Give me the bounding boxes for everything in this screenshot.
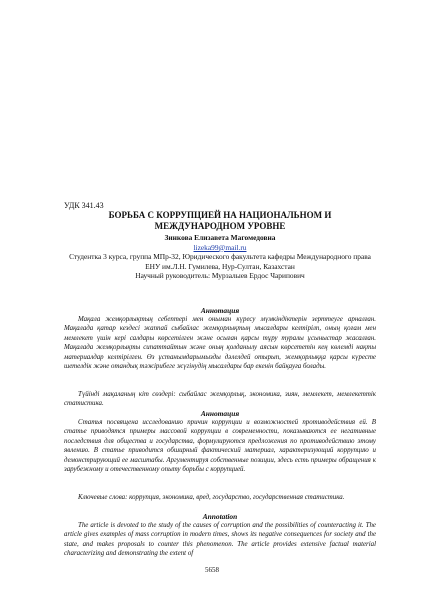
- kz-annotation-body: Мақала жемқорлықтың себептері мен оныман күресу мүмкіндіктерін зерттеуге арналған. Мақалада қатар кездесі жаппай сыбайлас жемқорлықтың мысалдары келтірілп, оның қоғам мен мемлекет үшін кері салдары көрсетілген және осыған қарсы тұру туралы ұсыныстар жасалған. Мақалада жемқорлықты сипаттайтын және оның қолданылу аясын көрсететін кең көлемді нақты материалдар келтірілген. Өз ұстанымдарымызды дәлелдей отырып, жемқорлыққа қарсы күресте шетелдік және отандық тәжірибеге жүгінудің мысалдары бар екенін байқауға болады.: [64, 316, 376, 371]
- author-name: Зинкова Елизавета Магомедовна: [164, 233, 276, 242]
- udk-code: УДК 341.43: [64, 201, 104, 210]
- author-block: [64, 233, 376, 281]
- author-email-link[interactable]: lizeka99@mail.ru: [193, 242, 247, 252]
- ru-keywords-label: Ключевые слова:: [78, 494, 128, 501]
- paper-title: БОРЬБА С КОРРУПЦИЕЙ НА НАЦИОНАЛЬНОМ И МЕЖДУНАРОДНОМ УРОВНЕ: [108, 210, 332, 231]
- kz-keywords-label: Түйінді мақаланың кіт сөздері:: [78, 391, 176, 398]
- ru-annotation-heading: Аннотация: [200, 409, 240, 418]
- en-annotation-text: [64, 521, 376, 559]
- ru-keywords-list: коррупция, экономика, вред, государство, государственная статистика.: [129, 494, 345, 501]
- kz-keywords-list: сыбайлас жемқорлық, экономика, зиян, мемлекет, мемлекеттік статистика.: [64, 391, 376, 408]
- author-affiliation: Студентка 3 курса, группа МПр-32, Юридического факультета кафедры Международного права: [69, 252, 371, 262]
- kz-keywords: [64, 390, 376, 409]
- author-university: ЕНУ им.Л.Н. Гумилева, Нур-Султан, Казахстан: [145, 261, 295, 271]
- kz-annotation-heading: Аннотация: [200, 306, 240, 315]
- en-annotation-body: The article is devoted to the study of the causes of corruption and the possibilities of counteracting it. The article gives examples of mass corruption in modern times, shows its negative consequences for society and the state, and makes proposals to counter this phenomenon. The article provides extensive factual material characterizing and demonstrating the extent of: [64, 522, 376, 558]
- ru-keywords: [64, 493, 376, 502]
- page-number: 5658: [205, 566, 219, 574]
- ru-annotation-body: Статья посвящена исследованию причин коррупции и возможностей противодействия ей. В статье приводятся примеры массовой коррупции в современности, показываются ее негативные последствия для общества и государства, формулируются предложения по противодействию этому явлению. В статье приводится обширный фактический материал, характеризующий коррупцию и демонстрирующий ее масштабы. Аргументируя собственные позиции, здесь есть примеры обращения к зарубежному и отечественному опыту борьбы с коррупцией.: [64, 419, 376, 474]
- ru-annotation-text: [64, 418, 376, 474]
- supervisor: Научный руководитель: Мурзалыев Ердос Чарипович: [135, 271, 305, 281]
- en-annotation-heading: Annotation: [202, 512, 238, 521]
- kz-annotation-text: [64, 315, 376, 371]
